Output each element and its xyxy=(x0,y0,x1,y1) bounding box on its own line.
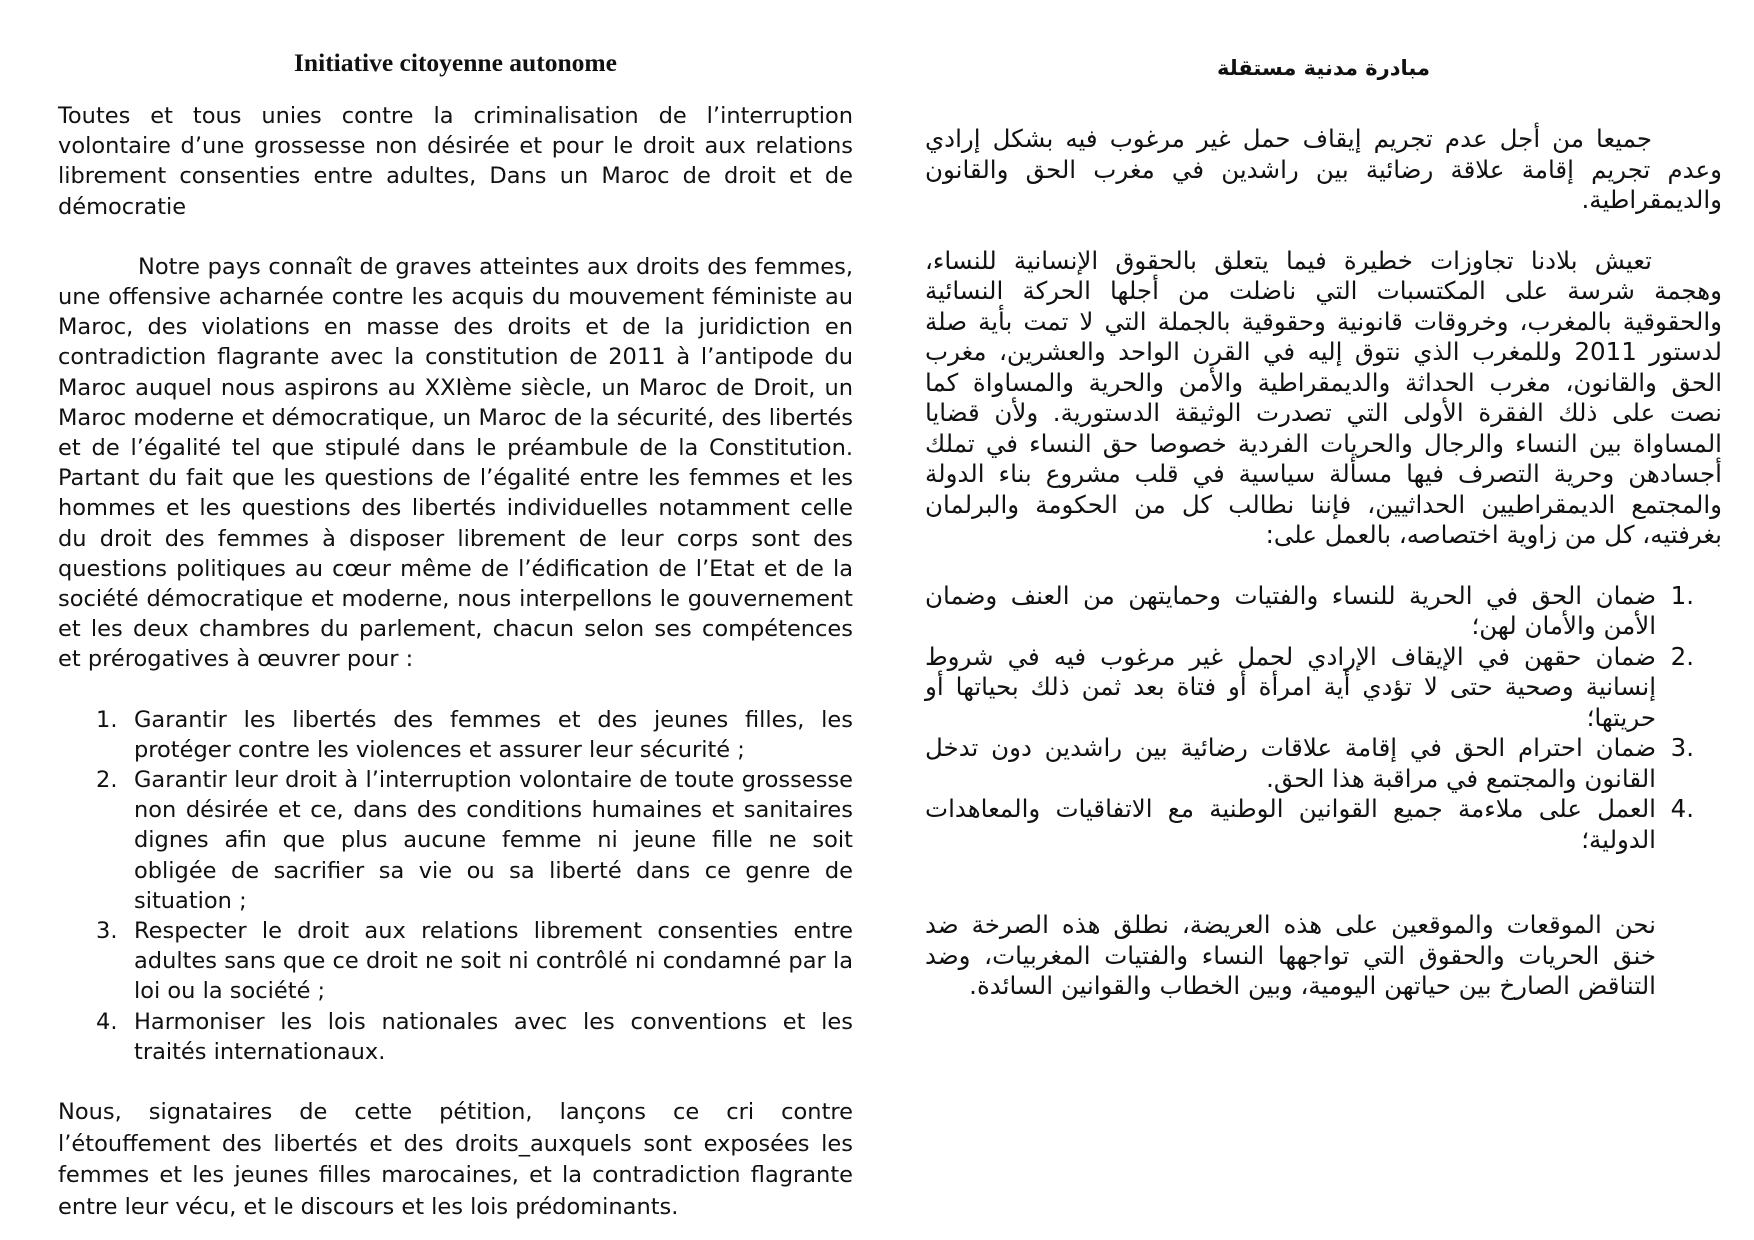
list-text: ضمان الحق في الحرية للنساء والفتيات وحمايتهن من العنف وضمان الأمن والأمان لهن؛ xyxy=(925,580,1656,640)
list-item xyxy=(925,794,1722,855)
list-text: Respecter le droit aux relations librement consenties entre adultes sans que ce droit ne soit ni contrôlé ni condamné par la loi ou la société ; xyxy=(134,918,853,1005)
arabic-demands-list xyxy=(925,581,1722,856)
list-text: العمل على ملاءمة جميع القوانين الوطنية مع الاتفاقيات والمعاهدات الدولية؛ xyxy=(925,794,1656,854)
list-item xyxy=(58,765,853,916)
french-title: Initiative citoyenne autonome xyxy=(294,48,617,77)
list-number: 1. xyxy=(96,706,118,733)
list-item xyxy=(925,733,1722,794)
french-demands-list xyxy=(58,705,853,1067)
arabic-closing-paragraph: نحن الموقعات والموقعين على هذه العريضة، نطلق هذه الصرخة ضد خنق الحريات والحقوق التي تواجهها النساء والفتيات المغربيات، وضد التناقض الصارخ بين حياتهن اليومية، وبين الخطاب والقوانين السائدة. xyxy=(925,910,1656,1000)
list-item xyxy=(58,916,853,1007)
list-text: ضمان احترام الحق في إقامة علاقات رضائية بين راشدين دون تدخل القانون والمجتمع في مراقبة هذا الحق. xyxy=(925,733,1656,793)
list-number: 3. xyxy=(96,918,118,945)
list-text: Garantir les libertés des femmes et des jeunes filles, les protéger contre les violences et assurer leur sécurité ; xyxy=(134,706,853,763)
list-text: Garantir leur droit à l’interruption volontaire de toute grossesse non désirée et ce, dans des conditions humaines et sanitaires dignes afin que plus aucune femme ni jeune fille ne soit obligée de sacrifier sa vie ou sa liberté dans ce genre de situation ; xyxy=(134,767,853,914)
list-item xyxy=(925,581,1722,642)
arabic-body-paragraph: تعيش بلادنا تجاوزات خطيرة فيما يتعلق بالحقوق الإنسانية للنساء، وهجمة شرسة على المكتسبات التي ناضلت من أجلها الحركة النسائية والحقوقية بالمغرب، وخروقات قانونية وحقوقية بالجملة التي لا تمت بأية صلة لدستور 2011 وللمغرب الذي نتوق إليه في القرن الواحد والعشرين، مغرب الحق والقانون، مغرب الحداثة والديمقراطية والأمن والحرية والمساواة كما نصت على ذلك الفقرة الأولى التي تصدرت الوثيقة الدستورية. ولأن قضايا المساواة بين النساء والرجال والحريات الفردية خصوصا حق النساء في تملك أجسادهن وحرية التصرف فيها مسألة سياسية في قلب مشروع بناء الدولة والمجتمع الديمقراطيين الحداثيين، فإننا نطالب كل من الحكومة والبرلمان بغرفتيه، كل من زاوية اختصاصه، بالعمل على: xyxy=(925,245,1723,549)
list-number: 2. xyxy=(1670,641,1694,671)
french-column xyxy=(58,0,853,1223)
list-item xyxy=(58,705,853,765)
french-closing-paragraph: Nous, signataires de cette pétition, lançons ce cri contre l’étouffement des libertés et des droits_auxquels sont exposées les femmes et les jeunes filles marocaines, et la contradiction flagrante entre leur vécu, et le discours et les lois prédominants. xyxy=(58,1099,853,1220)
list-number: 4. xyxy=(1670,794,1694,823)
list-text: Harmoniser les lois nationales avec les conventions et les traités internationaux. xyxy=(134,1008,853,1065)
arabic-intro-paragraph: جميعا من أجل عدم تجريم إيقاف حمل غير مرغوب فيه بشكل إرادي وعدم تجريم إقامة علاقة رضائية بين راشدين في مغرب الحق والقانون والديمقراطية. xyxy=(925,124,1722,214)
list-number: 4. xyxy=(96,1008,118,1035)
arabic-column xyxy=(925,0,1722,1002)
list-item xyxy=(925,642,1722,734)
list-number: 1. xyxy=(1670,580,1694,610)
french-intro-paragraph: Toutes et tous unies contre la criminalisation de l’interruption volontaire d’une grossesse non désirée et pour le droit aux relations librement consenties entre adultes, Dans un Maroc de droit et de démocratie xyxy=(58,103,853,220)
list-text: ضمان حقهن في الإيقاف الإرادي لحمل غير مرغوب فيه في شروط إنسانية وصحية حتى لا تؤدي أية امرأة أو فتاة بعد ثمن ذلك بحياتها أو حريتها؛ xyxy=(925,641,1656,732)
french-body-paragraph: Notre pays connaît de graves atteintes aux droits des femmes, une offensive acharnée contre les acquis du mouvement féministe au Maroc, des violations en masse des droits et de la juridiction en contradiction flagrante avec la constitution de 2011 à l’antipode du Maroc auquel nous aspirons au XXIème siècle, un Maroc de Droit, un Maroc moderne et démocratique, un Maroc de la sécurité, des libertés et de l’égalité tel que stipulé dans le préambule de la Constitution. Partant du fait que les questions de l’égalité entre les femmes et les hommes et les questions des libertés individuelles notamment celle du droit des femmes à disposer librement de leur corps sont des questions politiques au cœur même de l’édification de l’Etat et de la société démocratique et moderne, nous interpellons le gouvernement et les deux chambres du parlement, chacun selon ses compétences et prérogatives à œuvrer pour : xyxy=(58,253,853,673)
list-number: 3. xyxy=(1670,733,1694,762)
arabic-title: مبادرة مدنية مستقلة xyxy=(1216,56,1431,80)
list-number: 2. xyxy=(96,767,118,794)
list-item xyxy=(58,1007,853,1067)
